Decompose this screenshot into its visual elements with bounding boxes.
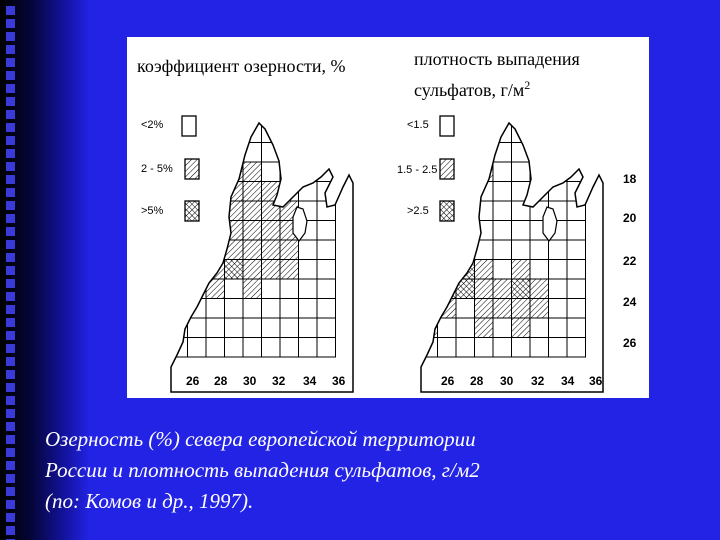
left-legend-label-2: 2 - 5% [141,163,173,175]
decorative-square [6,240,15,249]
map-cell [567,221,586,241]
map-cell [243,221,262,241]
right-panel-title-sup: 2 [524,78,531,92]
map-cell [512,221,531,241]
map-cell [456,123,475,143]
map-cell [419,260,438,280]
map-cell [206,182,225,202]
map-cell [567,338,586,358]
map-cell [419,279,438,299]
map-cell [512,299,531,319]
map-cell [225,123,244,143]
map-cell [493,221,512,241]
right-panel-title-line2 [414,78,530,101]
map-cell [243,201,262,221]
map-cell [530,279,549,299]
decorative-square [6,292,15,301]
decorative-square [6,188,15,197]
map-cell [299,162,318,182]
decorative-square [6,149,15,158]
map-cell [243,240,262,260]
legend-box-left [182,116,196,136]
right-y-tick: 20 [623,211,637,225]
decorative-square [6,84,15,93]
map-cell [438,260,457,280]
map-cell [493,182,512,202]
map-cell [456,240,475,260]
map-cell [456,338,475,358]
right-y-tick: 24 [623,295,637,309]
right-y-tick: 18 [623,172,637,186]
left-panel-title: коэффициент озерности, % [137,56,346,76]
map-cell [438,240,457,260]
map-cell [456,279,475,299]
map-cell [512,143,531,163]
map-cell [243,182,262,202]
decorative-square [6,6,15,15]
legend-box-left [185,201,199,221]
map-cell [243,299,262,319]
decorative-square [6,71,15,80]
map-cell [475,201,494,221]
map-cell [225,299,244,319]
decorative-square [6,448,15,457]
map-cell [530,162,549,182]
decorative-square [6,422,15,431]
map-cell [438,182,457,202]
map-cell [475,221,494,241]
map-cell [262,240,281,260]
map-cell [512,318,531,338]
map-cell [299,143,318,163]
map-cell [493,279,512,299]
decorative-square [6,45,15,54]
map-cell [188,240,207,260]
map-cell [225,221,244,241]
right-panel-title-text: сульфатов, г/м [414,80,525,100]
map-cell [206,221,225,241]
decorative-square [6,513,15,522]
map-cell [280,260,299,280]
map-cell [530,143,549,163]
map-cell [456,143,475,163]
map-cell [567,260,586,280]
map-cell [206,201,225,221]
left-x-tick: 32 [272,374,286,388]
caption-line-3: (по: Комов и др., 1997). [45,489,254,513]
decorative-square [6,162,15,171]
map-cell [299,279,318,299]
map-cell [243,318,262,338]
map-cell [419,143,438,163]
map-cell [456,201,475,221]
right-y-tick: 22 [623,254,637,268]
map-cell [317,338,336,358]
right-legend-label-3: >2.5 [407,205,429,217]
map-cell [299,338,318,358]
decorative-square [6,279,15,288]
map-cell [225,201,244,221]
decorative-square [6,58,15,67]
caption [45,424,705,517]
map-cell [512,162,531,182]
map-cell [225,143,244,163]
map-cell [475,318,494,338]
map-cell [317,143,336,163]
decorative-square [6,331,15,340]
decorative-square [6,97,15,106]
caption-line-1: Озерность (%) севера европейской территории [45,427,476,451]
map-cell [567,279,586,299]
decorative-square [6,370,15,379]
map-cell [419,240,438,260]
map-cell [493,260,512,280]
decorative-square [6,487,15,496]
map-cell [419,221,438,241]
map-cell [530,182,549,202]
map-cell [549,299,568,319]
map-cell [493,201,512,221]
map-cell [243,162,262,182]
map-cell [317,221,336,241]
map-cell [206,162,225,182]
map-cell [438,338,457,358]
right-x-tick: 28 [470,374,484,388]
map-cell [188,260,207,280]
map-cell [262,338,281,358]
map-cell [530,338,549,358]
map-figure [127,37,649,398]
right-x-tick: 30 [500,374,514,388]
map-cell [438,318,457,338]
map-cell [549,318,568,338]
map-cell [299,299,318,319]
map-cell [243,260,262,280]
map-cell [530,299,549,319]
map-cell [456,318,475,338]
map-cell [169,279,188,299]
map-cell [262,299,281,319]
map-figure-svg [127,37,649,398]
map-cell [243,338,262,358]
legend-box-right [440,159,454,179]
map-cell [456,182,475,202]
decorative-square [6,474,15,483]
decorative-square [6,435,15,444]
map-cell [493,318,512,338]
map-cell [262,162,281,182]
decorative-square [6,110,15,119]
decorative-square [6,344,15,353]
decorative-square [6,19,15,28]
decorative-square [6,357,15,366]
map-cell [262,279,281,299]
map-cell [188,318,207,338]
left-x-tick: 26 [186,374,200,388]
decorative-square [6,383,15,392]
map-cell [317,260,336,280]
map-cell [530,318,549,338]
map-cell [475,299,494,319]
legend-box-left [185,159,199,179]
legend-box-right [440,201,454,221]
map-cell [243,279,262,299]
left-x-tick: 30 [243,374,257,388]
map-cell [549,162,568,182]
map-cell [317,299,336,319]
decorative-square [6,201,15,210]
map-cell [317,240,336,260]
left-x-tick: 34 [303,374,317,388]
map-cell [512,338,531,358]
map-cell [512,279,531,299]
map-cell [280,162,299,182]
map-cell [567,318,586,338]
decorative-square [6,175,15,184]
legend-box-right [440,116,454,136]
map-cell [169,182,188,202]
map-cell [262,201,281,221]
left-legend-label-1: <2% [141,119,164,131]
map-cell [169,221,188,241]
map-cell [225,260,244,280]
map-cell [280,338,299,358]
map-cell [493,338,512,358]
map-cell [169,240,188,260]
map-cell [456,221,475,241]
decorative-square [6,214,15,223]
left-x-tick: 36 [332,374,346,388]
map-cell [549,240,568,260]
right-x-tick: 26 [441,374,455,388]
map-cell [206,240,225,260]
map-cell [567,299,586,319]
map-cell [262,143,281,163]
map-cell [493,299,512,319]
map-cell [475,123,494,143]
map-cell [475,338,494,358]
map-cell [530,240,549,260]
map-cell [512,240,531,260]
map-cell [225,318,244,338]
map-cell [512,260,531,280]
map-cell [493,240,512,260]
map-cell [169,299,188,319]
map-cell [188,221,207,241]
right-x-tick: 32 [531,374,545,388]
left-legend-label-3: >5% [141,205,164,217]
decorative-square [6,461,15,470]
map-grid [419,123,586,357]
decorative-square [6,32,15,41]
map-cell [549,143,568,163]
map-cell [549,338,568,358]
map-cell [475,260,494,280]
right-legend-label-2: 1.5 - 2.5 [397,164,438,176]
left-x-tick: 28 [214,374,228,388]
map-cell [299,318,318,338]
map-cell [549,123,568,143]
map-cell [243,123,262,143]
map-cell [549,260,568,280]
map-cell [280,123,299,143]
decorative-square [6,227,15,236]
decorative-square [6,526,15,535]
decorative-square [6,253,15,262]
map-cell [206,279,225,299]
map-cell [262,260,281,280]
map-cell [262,318,281,338]
right-panel-title-line1: плотность выпадения [414,49,580,69]
map-cell [206,318,225,338]
map-cell [280,318,299,338]
right-y-tick: 26 [623,336,637,350]
decorative-square [6,409,15,418]
map-cell [493,162,512,182]
map-cell [280,182,299,202]
map-cell [206,143,225,163]
map-cell [419,299,438,319]
map-cell [512,201,531,221]
right-legend-label-1: <1.5 [407,119,429,131]
map-cell [475,279,494,299]
map-cell [567,123,586,143]
map-cell [493,123,512,143]
map-cell [280,240,299,260]
decorative-square [6,318,15,327]
map-cell [280,279,299,299]
map-cell [206,338,225,358]
map-cell [438,221,457,241]
map-cell [262,221,281,241]
map-cell [280,143,299,163]
decorative-square [6,266,15,275]
map-cell [299,123,318,143]
map-cell [456,299,475,319]
map-cell [475,143,494,163]
map-cell [299,240,318,260]
map-cell [530,260,549,280]
map-cell [225,279,244,299]
map-cell [549,279,568,299]
map-cell [280,299,299,319]
decorative-square [6,500,15,509]
decorative-square [6,396,15,405]
map-cell [456,162,475,182]
map-cell [419,182,438,202]
map-cell [225,338,244,358]
map-grid [169,123,336,357]
right-x-tick: 34 [561,374,575,388]
caption-line-2: России и плотность выпадения сульфатов, г/м2 [45,458,480,482]
map-cell [206,123,225,143]
map-cell [530,123,549,143]
map-cell [299,260,318,280]
map-cell [567,240,586,260]
decorative-square [6,123,15,132]
right-x-tick: 36 [589,374,603,388]
map-cell [317,279,336,299]
map-cell [169,260,188,280]
decorative-square [6,305,15,314]
decorative-square [6,136,15,145]
map-cell [188,182,207,202]
map-cell [317,318,336,338]
map-cell [206,299,225,319]
map-cell [567,143,586,163]
map-cell [188,338,207,358]
map-cell [317,123,336,143]
